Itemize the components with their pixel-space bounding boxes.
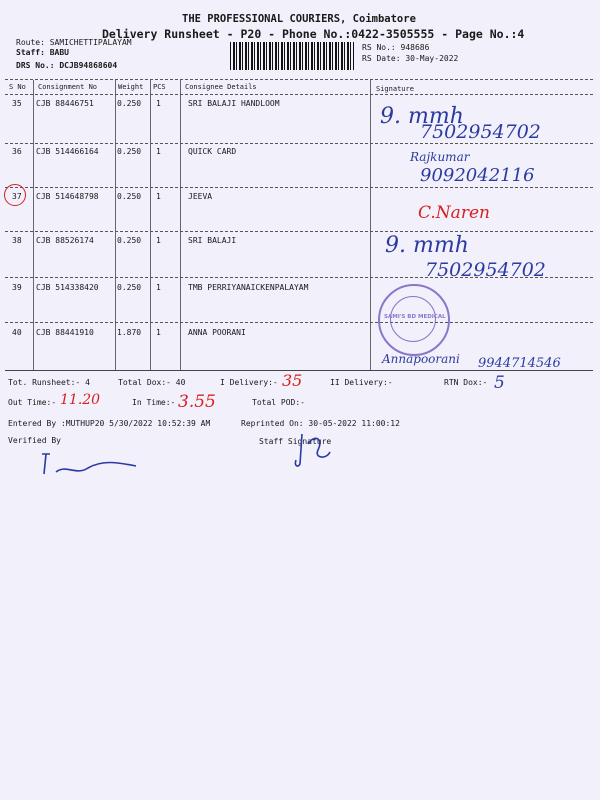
col-header-sno: S No (9, 83, 26, 91)
row-sno: 40 (12, 328, 22, 337)
row-weight: 0.250 (117, 236, 142, 245)
row-pcs: 1 (156, 328, 161, 337)
row-signature: 9. mmh (385, 233, 469, 258)
row-phone: 7502954702 (425, 259, 546, 281)
out-time-label: Out Time:- (8, 398, 57, 407)
total-dox: Total Dox:- 40 (118, 378, 186, 387)
row-weight: 0.250 (117, 147, 142, 156)
row-consignee: SRI BALAJI (188, 236, 237, 245)
row-weight: 0.250 (117, 99, 142, 108)
row-sno: 37 (12, 192, 22, 201)
row-phone: 7502954702 (420, 121, 541, 143)
row-sno: 38 (12, 236, 22, 245)
company-title: THE PROFESSIONAL COURIERS, Coimbatore (182, 13, 416, 25)
staff-signature-label: Staff Signature (259, 437, 332, 446)
in-time-label: In Time:- (132, 398, 176, 407)
row-consignee: JEEVA (188, 192, 213, 201)
rtn-dox-value: 5 (494, 373, 505, 393)
row-sno: 36 (12, 147, 22, 156)
i-delivery-value: 35 (282, 371, 303, 390)
verified-signature (36, 450, 146, 480)
ii-delivery-label: II Delivery:- (330, 378, 393, 387)
drs-number: DRS No.: DCJB94868604 (16, 61, 118, 70)
row-pcs: 1 (156, 99, 161, 108)
row-signature: Annapoorani (382, 352, 460, 366)
row-consignment: CJB 514648798 (36, 192, 99, 201)
row-phone: 9944714546 (478, 356, 561, 371)
row-consignment: CJB 88526174 (36, 236, 94, 245)
row-consignee: QUICK CARD (188, 147, 237, 156)
row-phone: 9092042116 (420, 165, 535, 186)
row-consignee: TMB PERRIYANAICKENPALAYAM (188, 283, 309, 292)
row-consignment: CJB 514338420 (36, 283, 99, 292)
stamp-text: SAMI'S BD MEDICAL (384, 314, 446, 320)
rtn-dox-label: RTN Dox:- (444, 378, 488, 387)
col-header-signature: Signature (376, 85, 414, 93)
row-sno: 35 (12, 99, 22, 108)
row-pcs: 1 (156, 147, 161, 156)
col-header-weight: Weight (118, 83, 144, 91)
row-weight: 0.250 (117, 192, 142, 201)
total-pod-label: Total POD:- (252, 398, 305, 407)
row-weight: 0.250 (117, 283, 142, 292)
row-sno: 39 (12, 283, 22, 292)
verified-by-label: Verified By (8, 436, 61, 445)
entered-by: Entered By :MUTHUP20 5/30/2022 10:52:39 AM (8, 419, 211, 428)
row-pcs: 1 (156, 236, 161, 245)
row-consignment: CJB 88441910 (36, 328, 94, 337)
reprinted-on: Reprinted On: 30-05-2022 11:00:12 (241, 419, 400, 428)
stamp-seal (378, 284, 450, 356)
barcode (230, 42, 354, 70)
row-weight: 1.870 (117, 328, 142, 337)
runsheet-title: Delivery Runsheet - P20 - Phone No.:0422-3505555 - Page No.:4 (102, 27, 525, 41)
route-label: Route: SAMICHETTIPALAYAM (16, 38, 132, 47)
row-consignee: SRI BALAJI HANDLOOM (188, 99, 280, 108)
row-consignment: CJB 88446751 (36, 99, 94, 108)
row-pcs: 1 (156, 192, 161, 201)
col-header-pcs: PCS (153, 83, 166, 91)
row-signature: 9. mmh (380, 104, 464, 129)
row-signature: Rajkumar (410, 150, 470, 164)
total-runsheet: Tot. Runsheet:- 4 (8, 378, 90, 387)
row-consignee: ANNA POORANI (188, 328, 246, 337)
row-consignment: CJB 514466164 (36, 147, 99, 156)
col-header-consignment: Consignment No (38, 83, 98, 91)
row-signature: C.Naren (418, 203, 490, 223)
row-pcs: 1 (156, 283, 161, 292)
i-delivery-label: I Delivery:- (220, 378, 278, 387)
out-time-value: 11.20 (60, 392, 101, 408)
staff-signature (288, 430, 338, 470)
staff-label: Staff: BABU (16, 48, 69, 57)
in-time-value: 3.55 (178, 392, 216, 412)
col-header-consignee: Consignee Details (185, 83, 257, 91)
rs-number: RS No.: 948686 (362, 43, 430, 52)
rs-date: RS Date: 30-May-2022 (362, 54, 459, 63)
